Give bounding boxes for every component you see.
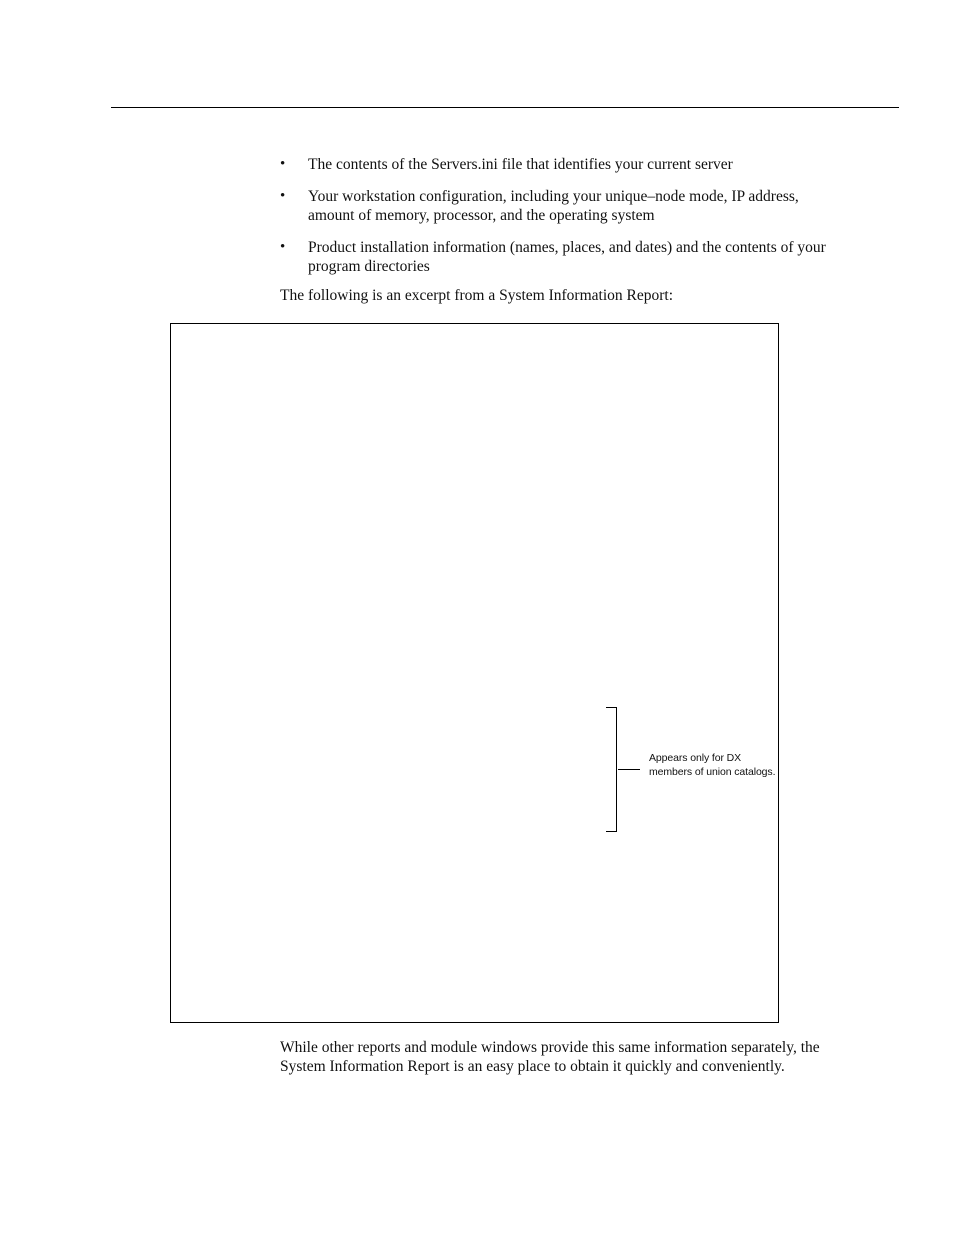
list-item [280,238,840,277]
callout-line: Appears only for DX [649,752,742,764]
bullet-list [280,155,840,289]
bullet-icon: • [280,238,286,255]
callout-line: members of union catalogs. [649,766,776,778]
header-rule [111,107,899,108]
closing-paragraph: While other reports and module windows provide this same information separately, the System Information Report is an easy place to obtain it quickly and conveniently. [280,1039,820,1075]
bullet-text: Your workstation configuration, including your unique–node mode, IP address, amount of memory, processor, and the operating system [308,187,799,224]
bullet-text: Product installation information (names, places, and dates) and the contents of your program directories [308,238,826,275]
list-item [280,155,840,175]
callout-bracket [606,707,617,832]
intro-paragraph: The following is an excerpt from a System Information Report: [280,287,674,304]
callout-leader-line [618,769,640,770]
bullet-text: The contents of the Servers.ini file that identifies your current server [308,156,733,173]
report-excerpt-frame [170,323,779,1023]
bullet-icon: • [280,156,286,172]
callout-note [649,751,789,779]
bullet-icon: • [280,187,286,204]
list-item [280,187,840,226]
